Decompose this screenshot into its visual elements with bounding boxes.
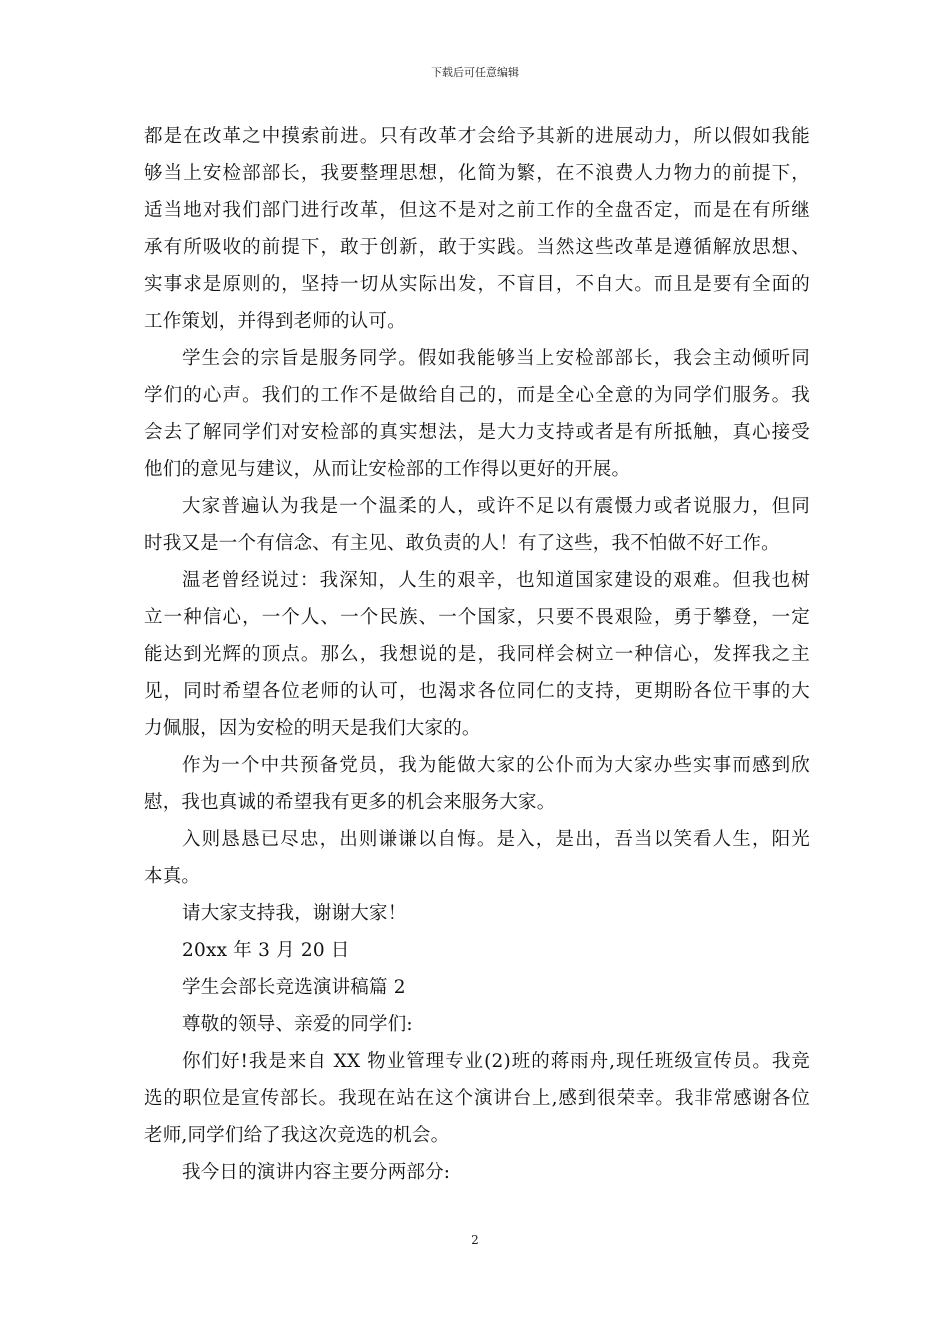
paragraph-line: 能达到光辉的顶点。那么，我想说的是，我同样会树立一种信心，发挥我之主 (144, 644, 810, 665)
paragraph (144, 562, 810, 747)
paragraph-line: 尊敬的领导、亲爱的同学们: (182, 1014, 413, 1035)
paragraph-line: 见，同时希望各位老师的认可，也渴求各位同仁的支持，更期盼各位干事的大 (144, 681, 810, 702)
paragraph (144, 895, 810, 932)
paragraph-line: 实事求是原则的，坚持一切从实际出发，不盲目，不自大。而且是要有全面的 (144, 274, 810, 295)
paragraph-line: 够当上安检部部长，我要整理思想，化简为繁，在不浪费人力物力的前提下， (144, 163, 810, 184)
paragraph (144, 1006, 810, 1043)
paragraph-line: 会去了解同学们对安检部的真实想法，是大力支持或者是有所抵触，真心接受 (144, 422, 810, 443)
paragraph (144, 969, 810, 1006)
paragraph-line: 选的职位是宣传部长。我现在站在这个演讲台上,感到很荣幸。我非常感谢各位 (144, 1088, 810, 1109)
paragraph (144, 747, 810, 821)
paragraph-line: 请大家支持我，谢谢大家！ (182, 903, 407, 924)
paragraph-line: 温老曾经说过：我深知，人生的艰辛，也知道国家建设的艰难。但我也树 (182, 570, 810, 591)
paragraph-line: 本真。 (144, 866, 201, 887)
paragraph (144, 1043, 810, 1154)
paragraph-line: 慰，我也真诚的希望我有更多的机会来服务大家。 (144, 792, 556, 813)
page-number: 2 (471, 1233, 479, 1247)
paragraph (144, 1154, 810, 1191)
paragraph-line: 力佩服，因为安检的明天是我们大家的。 (144, 718, 481, 739)
paragraph-line: 20xx 年 3 月 20 日 (182, 940, 350, 961)
paragraph-line: 立一种信心，一个人、一个民族、一个国家，只要不畏艰险，勇于攀登，一定 (144, 607, 810, 628)
paragraph-line: 我今日的演讲内容主要分两部分: (182, 1162, 451, 1183)
paragraph-line: 学们的心声。我们的工作不是做给自己的，而是全心全意的为同学们服务。我 (144, 385, 810, 406)
paragraph-line: 老师,同学们给了我这次竞选的机会。 (144, 1125, 450, 1146)
paragraph (144, 932, 810, 969)
page-header: 下载后可任意编辑 (431, 66, 519, 79)
paragraph (144, 821, 810, 895)
paragraph (144, 340, 810, 488)
paragraph-line: 他们的意见与建议，从而让安检部的工作得以更好的开展。 (144, 459, 631, 480)
paragraph-line: 工作策划，并得到老师的认可。 (144, 311, 406, 332)
paragraph-line: 作为一个中共预备党员，我为能做大家的公仆而为大家办些实事而感到欣 (182, 755, 810, 776)
paragraph-line: 适当地对我们部门进行改革，但这不是对之前工作的全盘否定，而是在有所继 (144, 200, 810, 221)
paragraph-line: 入则恳恳已尽忠，出则谦谦以自悔。是入，是出，吾当以笑看人生，阳光 (182, 829, 810, 850)
paragraph (144, 488, 810, 562)
document-body (144, 118, 810, 1191)
paragraph-line: 时我又是一个有信念、有主见、敢负责的人！有了这些，我不怕做不好工作。 (144, 533, 780, 554)
paragraph-line: 大家普遍认为我是一个温柔的人，或许不足以有震慑力或者说服力，但同 (182, 496, 810, 517)
paragraph-line: 你们好!我是来自 XX 物业管理专业(2)班的蒋雨舟,现任班级宣传员。我竞 (182, 1051, 810, 1072)
paragraph-line: 都是在改革之中摸索前进。只有改革才会给予其新的进展动力，所以假如我能 (144, 126, 810, 147)
paragraph-line: 学生会部长竞选演讲稿篇 2 (182, 977, 406, 998)
paragraph-line: 承有所吸收的前提下，敢于创新，敢于实践。当然这些改革是遵循解放思想、 (144, 237, 810, 258)
paragraph (144, 118, 810, 340)
paragraph-line: 学生会的宗旨是服务同学。假如我能够当上安检部部长，我会主动倾听同 (182, 348, 810, 369)
